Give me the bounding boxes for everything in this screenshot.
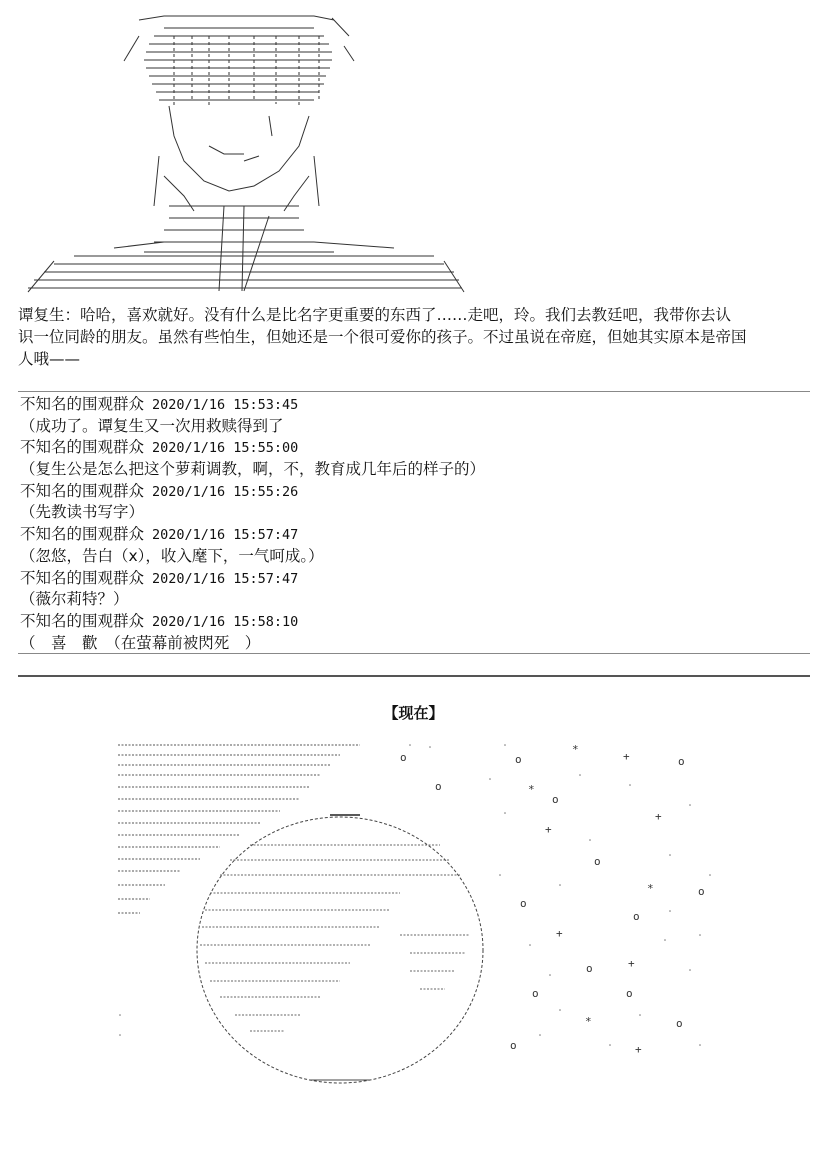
comment-time: 2020/1/16 15:55:00 xyxy=(152,440,299,457)
svg-text:o: o xyxy=(520,897,527,910)
svg-text:o: o xyxy=(510,1039,517,1052)
comment-text: （先教读书写字） xyxy=(20,503,145,522)
comment-author: 不知名的围观群众 xyxy=(20,611,145,630)
comment-author: 不知名的围观群众 xyxy=(20,438,145,457)
comment-time: 2020/1/16 15:57:47 xyxy=(152,570,299,587)
svg-text:o: o xyxy=(676,1017,683,1030)
divider xyxy=(18,391,810,392)
svg-text:+: + xyxy=(635,1043,642,1056)
svg-text:o: o xyxy=(552,793,559,806)
comment-time: 2020/1/16 15:57:47 xyxy=(152,527,299,544)
comment-header xyxy=(20,524,485,546)
comment-text: （ 喜 歡 （在萤幕前被閃死 ） xyxy=(20,633,261,652)
story-text xyxy=(18,304,810,370)
svg-text:o: o xyxy=(435,780,442,793)
svg-text:o: o xyxy=(532,987,539,1000)
story-line: 谭复生：哈哈，喜欢就好。没有什么是比名字更重要的东西了……走吧，玲。我们去教廷吧，我带你去认 xyxy=(18,306,732,324)
comment-text: （成功了。谭复生又一次用救赎得到了 xyxy=(20,416,284,435)
svg-text:*: * xyxy=(528,783,535,796)
section-title: 【现在】 xyxy=(383,704,444,722)
comment-time: 2020/1/16 15:58:10 xyxy=(152,613,299,630)
comment-text: （薇尔莉特？） xyxy=(20,590,129,609)
planet-ascii-art xyxy=(110,735,720,1095)
story-line: 识一位同龄的朋友。虽然有些怕生，但她还是一个很可爱你的孩子。不过虽说在帝庭，但她其实原本是帝国 xyxy=(18,328,747,346)
comment-text: （忽悠，告白（x），收入麾下，一气呵成。） xyxy=(20,546,324,565)
section-divider xyxy=(18,675,810,677)
comment-header xyxy=(20,481,485,503)
svg-text:o: o xyxy=(626,987,633,1000)
comment-header xyxy=(20,568,485,590)
comment-text: （复生公是怎么把这个萝莉调教，啊，不，教育成几年后的样子的） xyxy=(20,460,486,479)
svg-text:+: + xyxy=(655,810,662,823)
svg-text:o: o xyxy=(678,755,685,768)
comment-author: 不知名的围观群众 xyxy=(20,395,145,413)
comment-author: 不知名的围观群众 xyxy=(20,481,145,500)
comment-time: 2020/1/16 15:53:45 xyxy=(152,397,299,413)
svg-text:o: o xyxy=(698,885,705,898)
svg-text:*: * xyxy=(585,1015,592,1028)
comment-header xyxy=(20,611,485,633)
character-ascii-art xyxy=(14,6,474,296)
svg-text:+: + xyxy=(556,927,563,940)
comment-list xyxy=(20,394,485,654)
svg-text:*: * xyxy=(572,743,579,756)
svg-text:o: o xyxy=(594,855,601,868)
svg-text:+: + xyxy=(545,823,552,836)
comment-header xyxy=(20,437,485,459)
story-line: 人哦—— xyxy=(18,350,81,368)
svg-text:+: + xyxy=(623,750,630,763)
divider xyxy=(18,653,810,654)
svg-text:o: o xyxy=(400,751,407,764)
svg-text:o: o xyxy=(633,910,640,923)
comment-header xyxy=(20,394,485,416)
svg-text:o: o xyxy=(515,753,522,766)
svg-text:o: o xyxy=(586,962,593,975)
svg-text:*: * xyxy=(647,882,654,895)
comment-author: 不知名的围观群众 xyxy=(20,525,145,544)
comment-time: 2020/1/16 15:55:26 xyxy=(152,483,299,500)
comment-author: 不知名的围观群众 xyxy=(20,568,145,587)
svg-text:+: + xyxy=(628,957,635,970)
